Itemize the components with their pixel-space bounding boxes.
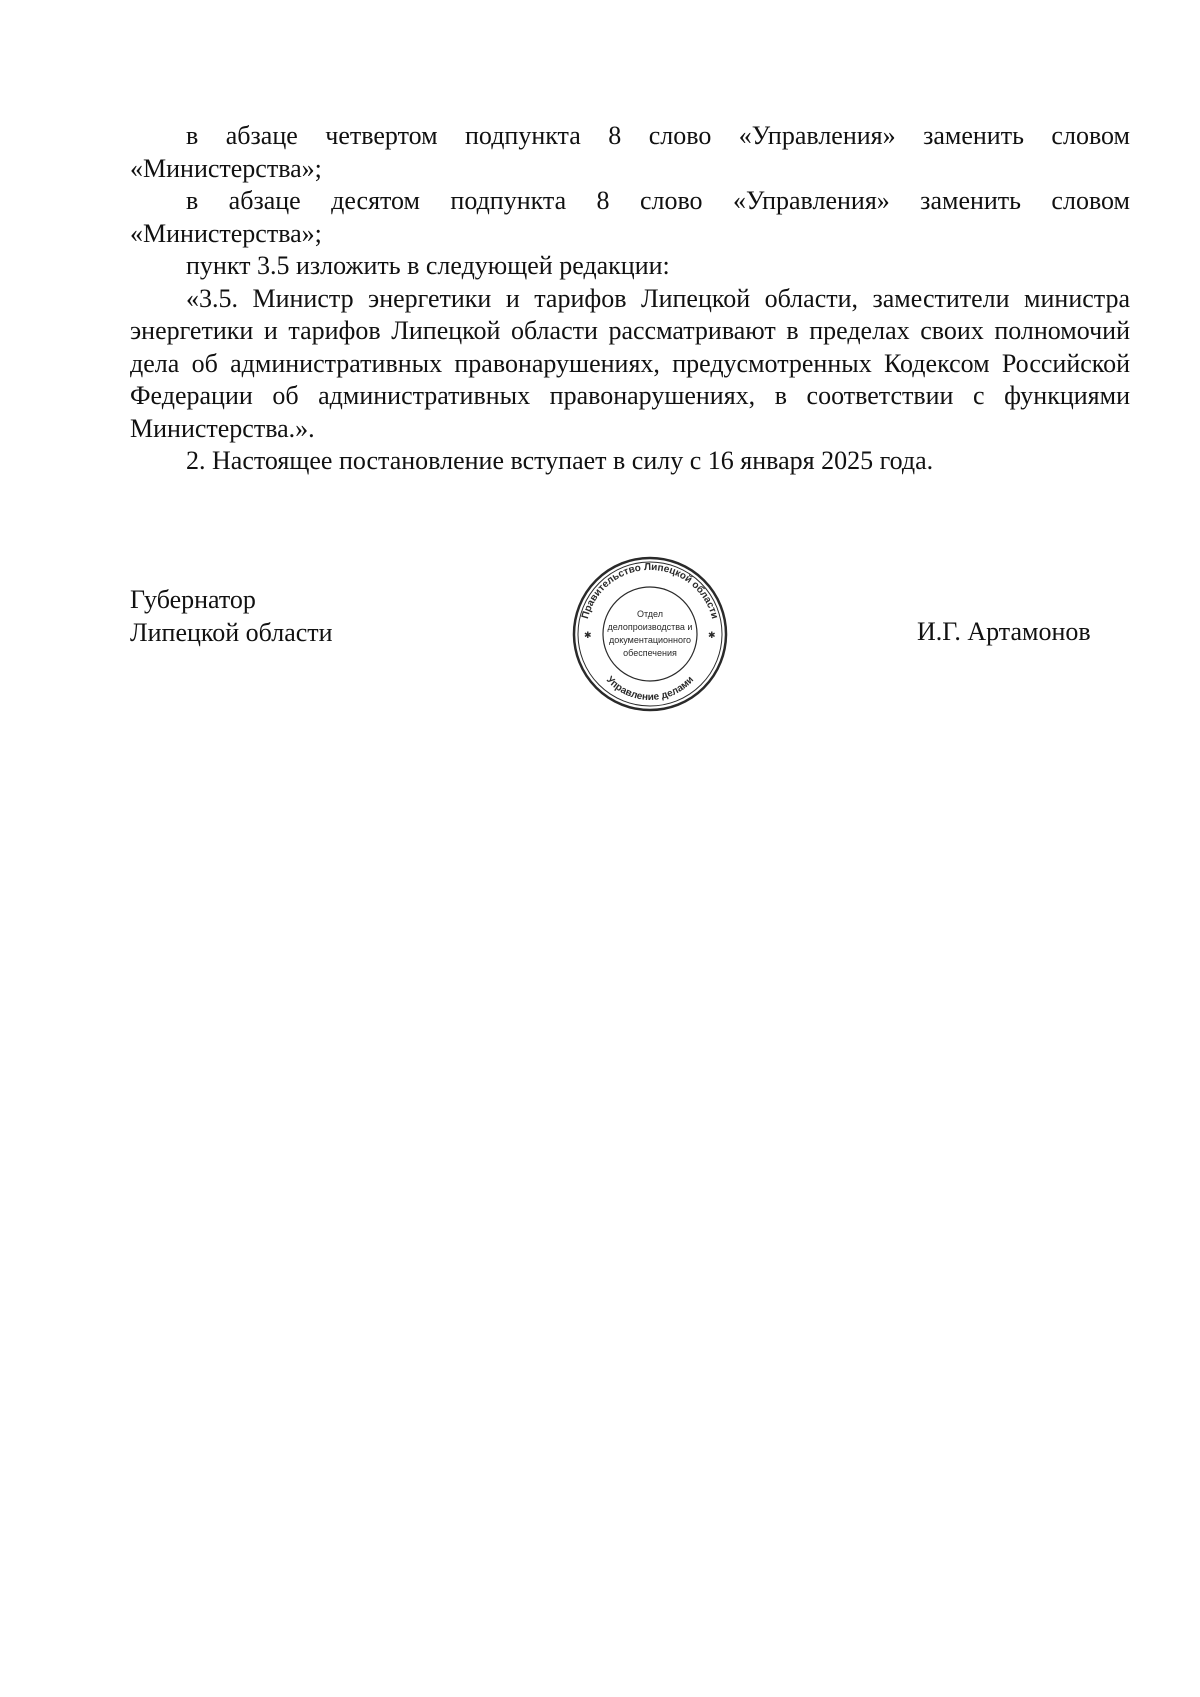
signatory-position: [130, 584, 333, 649]
stamp-ring-text-bottom: Управление делами: [603, 674, 697, 704]
official-stamp: [571, 555, 729, 713]
signatory-title: Губернатор: [130, 585, 256, 614]
stamp-center-line-4: обеспечения: [623, 648, 677, 658]
stamp-seal-graphic: [571, 555, 729, 713]
paragraph-clause-3-5-text: «3.5. Министр энергетики и тарифов Липецкой области, заместители министра энергетики и тарифов Липецкой области рассматривают в пределах своих полномочий дела об административных правонарушениях, предусмотренных Кодексом Российской Федерации об административных правонарушениях, в соответствии с функциями Министерства.».: [130, 283, 1130, 443]
paragraph-clause-3-5-intro: пункт 3.5 изложить в следующей редакции:: [186, 251, 670, 280]
stamp-ring-text-top: Правительство Липецкой области: [579, 561, 721, 621]
document-body: [130, 120, 1130, 478]
stamp-star-left-icon: ✱: [584, 631, 592, 641]
paragraph-amend-10th-subclause: в абзаце десятом подпункта 8 слово «Управления» заменить словом «Министерства»;: [130, 186, 1130, 248]
signatory-region: Липецкой области: [130, 617, 333, 647]
paragraph-effective-date: 2. Настоящее постановление вступает в силу с 16 января 2025 года.: [186, 446, 934, 475]
stamp-star-right-icon: ✱: [708, 631, 716, 641]
paragraph-amend-4th-subclause: в абзаце четвертом подпункта 8 слово «Управления» заменить словом «Министерства»;: [130, 121, 1130, 183]
signatory-name: И.Г. Артамонов: [917, 617, 1091, 646]
stamp-center-line-3: документационного: [608, 635, 692, 645]
stamp-center-line-2: делопроизводства и: [607, 622, 693, 632]
stamp-center-line-1: Отдел: [636, 609, 664, 619]
